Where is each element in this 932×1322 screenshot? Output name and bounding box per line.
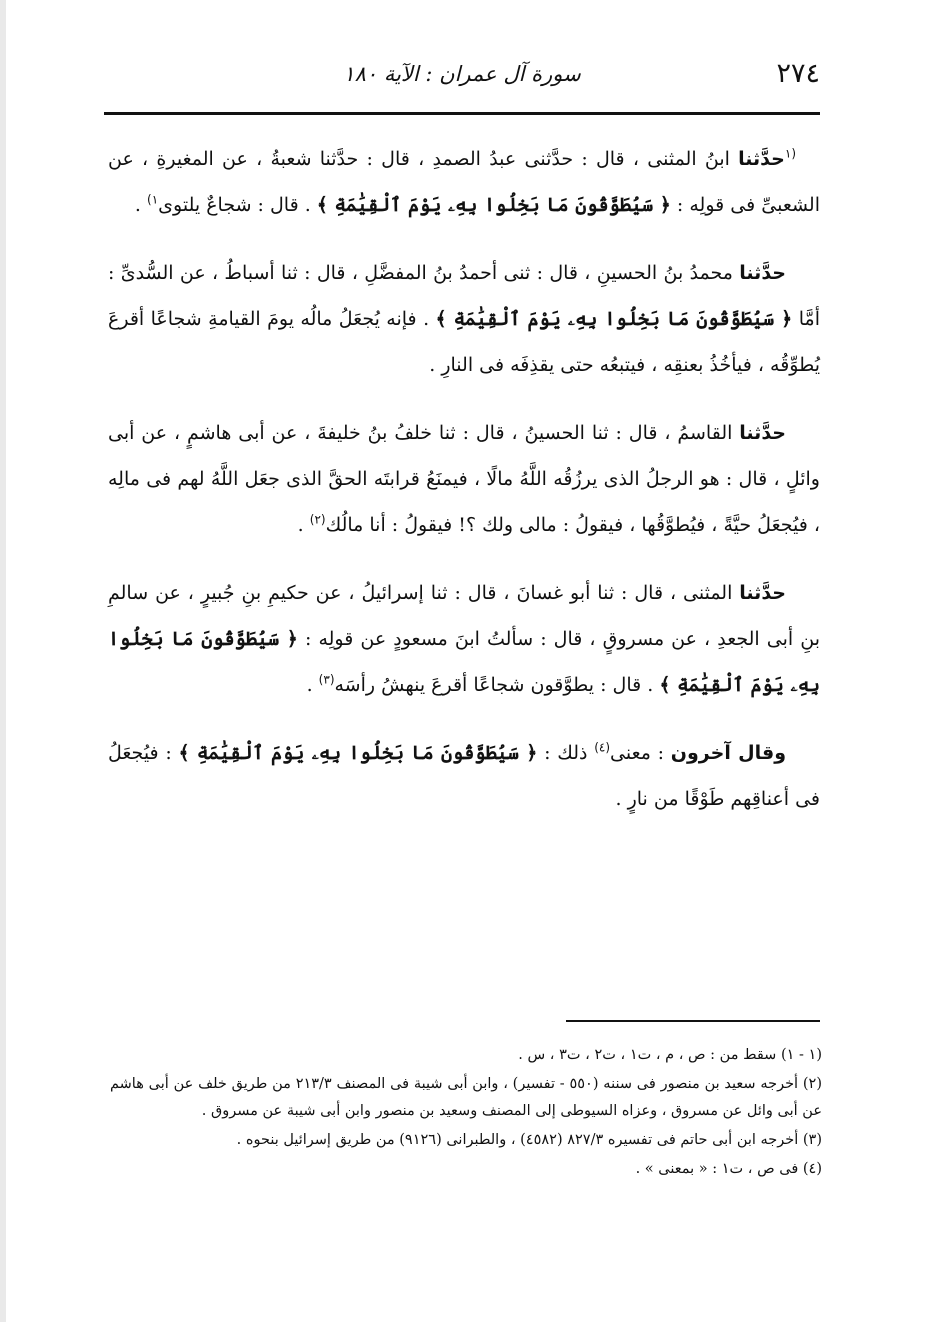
footnote-ref-2: (٢) (309, 512, 326, 527)
paragraph-text: . (134, 194, 148, 216)
paragraph-text: . (306, 674, 319, 696)
paragraph-lead: حدَّثنا (739, 262, 786, 284)
paragraph-lead: حدَّثنا (739, 582, 786, 604)
paragraph-text: محمدُ بنُ الحسينِ ، قال : ثنى أحمدُ بنُ المفضَّلِ ، قال : ثنا أسباطُ ، عن السُّدىِّ : أمَّا (108, 262, 820, 330)
footnote-separator (566, 1020, 820, 1022)
omission-mark-start: (١ (784, 146, 796, 161)
footnote-ref-3: (٣) (318, 672, 335, 687)
quran-quote: ﴿ سَيُطَوَّقُونَ مَا بَخِلُوا بِهِۦ يَوْمَ ٱلْقِيَٰمَةِ ﴾ (108, 628, 820, 696)
footnote-ref-4: (٤) (594, 740, 611, 755)
quran-quote: ﴿ سَيُطَوَّقُونَ مَا بَخِلُوا بِهِۦ يَوْمَ ٱلْقِيَٰمَةِ ﴾ (316, 194, 671, 216)
page-header (104, 52, 820, 100)
page-edge-shadow (0, 0, 6, 1322)
footnote-1: (١ - ١) سقط من : ص ، م ، ت١ ، ت٢ ، ت٣ ، س . (518, 1047, 822, 1063)
running-title: سورة آل عمران : الآية ١٨٠ (343, 62, 581, 86)
paragraph-text: القاسمُ ، قال : ثنا الحسينُ ، قال : ثنا خلفُ بنُ خليفةَ ، عن أبى هاشمٍ ، عن أبى وائلٍ ، قال : هو الرجلُ الذى يرزُقُه اللَّهُ مالًا ، فيمنَعُ قرابتَه الحقَّ الذى جعَل اللَّهُ لهم فى مالِه ، فيُجعَلُ حيَّةً ، فيُطوَّقُها ، فيقولُ : مالى ولك ؟! فيقولُ : أنا مالُك (108, 422, 820, 536)
paragraph-text: ابنُ المثنى ، قال : حدَّثنى عبدُ الصمدِ ، قال : حدَّثنا شعبةُ ، عن المغيرةِ ، عن الشعبىِّ فى قولِه : (108, 148, 820, 216)
paragraph-lead: وقال آخرون (670, 742, 786, 764)
footnote-2: (٢) أخرجه سعيد بن منصور فى سننه (٥٥٠ - تفسير) ، وابن أبى شيبة فى المصنف ٢١٣/٣ من طريق خلف عن أبى هاشم عن أبى وائل عن مسروق ، وعزاه السيوطى إلى المصنف وسعيد بن منصور وابن أبى شيبة عن مسروق . (110, 1076, 822, 1119)
paragraph-text: المثنى ، قال : ثنا أبو غسانَ ، قال : ثنا إسرائيلُ ، عن حكيمِ بنِ جُبيرٍ ، عن سالمِ بنِ أبى الجعدِ ، عن مسروقٍ ، قال : سألتُ ابنَ مسعودٍ عن قولِه : (108, 582, 820, 650)
paragraph-5 (108, 730, 820, 822)
paragraph-4 (108, 570, 820, 708)
header-rule (104, 112, 820, 115)
footnote-4: (٤) فى ص ، ت١ : « بمعنى » . (635, 1161, 822, 1177)
paragraph-3 (108, 410, 820, 548)
quran-quote: ﴿ سَيُطَوَّقُونَ مَا بَخِلُوا بِهِۦ يَوْمَ ٱلْقِيَٰمَةِ ﴾ (178, 742, 538, 764)
paragraph-text: . فإنه يُجعَلُ مالُه يومَ القيامةِ شجاعًا أقرعَ يُطوِّقُه ، فيأخُذُ بعنقِه ، فيتبعُه حتى يقذِفَه فى النارِ . (108, 308, 820, 376)
paragraph-text: ذلك : (537, 742, 595, 764)
page-number: ٢٧٤ (776, 58, 820, 89)
paragraph-2 (108, 250, 820, 388)
paragraph-text: . قال : شجاعٌ يلتوى (158, 194, 317, 216)
footnotes (110, 1042, 822, 1185)
paragraph-text: . قال : يطوَّقون شجاعًا أقرعَ ينهشُ رأسَه (334, 674, 660, 696)
quran-quote: ﴿ سَيُطَوَّقُونَ مَا بَخِلُوا بِهِۦ يَوْمَ ٱلْقِيَٰمَةِ ﴾ (435, 308, 793, 330)
paragraph-1 (108, 136, 820, 228)
paragraph-text: . (297, 514, 310, 536)
paragraph-lead: حدَّثنا (739, 422, 786, 444)
paragraph-text: : معنى (610, 742, 671, 764)
paragraph-lead: حدَّثنا (738, 148, 785, 170)
main-text (108, 136, 820, 844)
omission-mark-end: ١) (147, 192, 159, 207)
footnote-3: (٣) أخرجه ابن أبى حاتم فى تفسيره ٨٢٧/٣ (٤٥٨٢) ، والطبرانى (٩١٢٦) من طريق إسرائيل بنحوه . (236, 1132, 822, 1148)
paragraph-text: : فيُجعَلُ فى أعناقِهم طَوْقًا من نارٍ . (108, 742, 820, 810)
